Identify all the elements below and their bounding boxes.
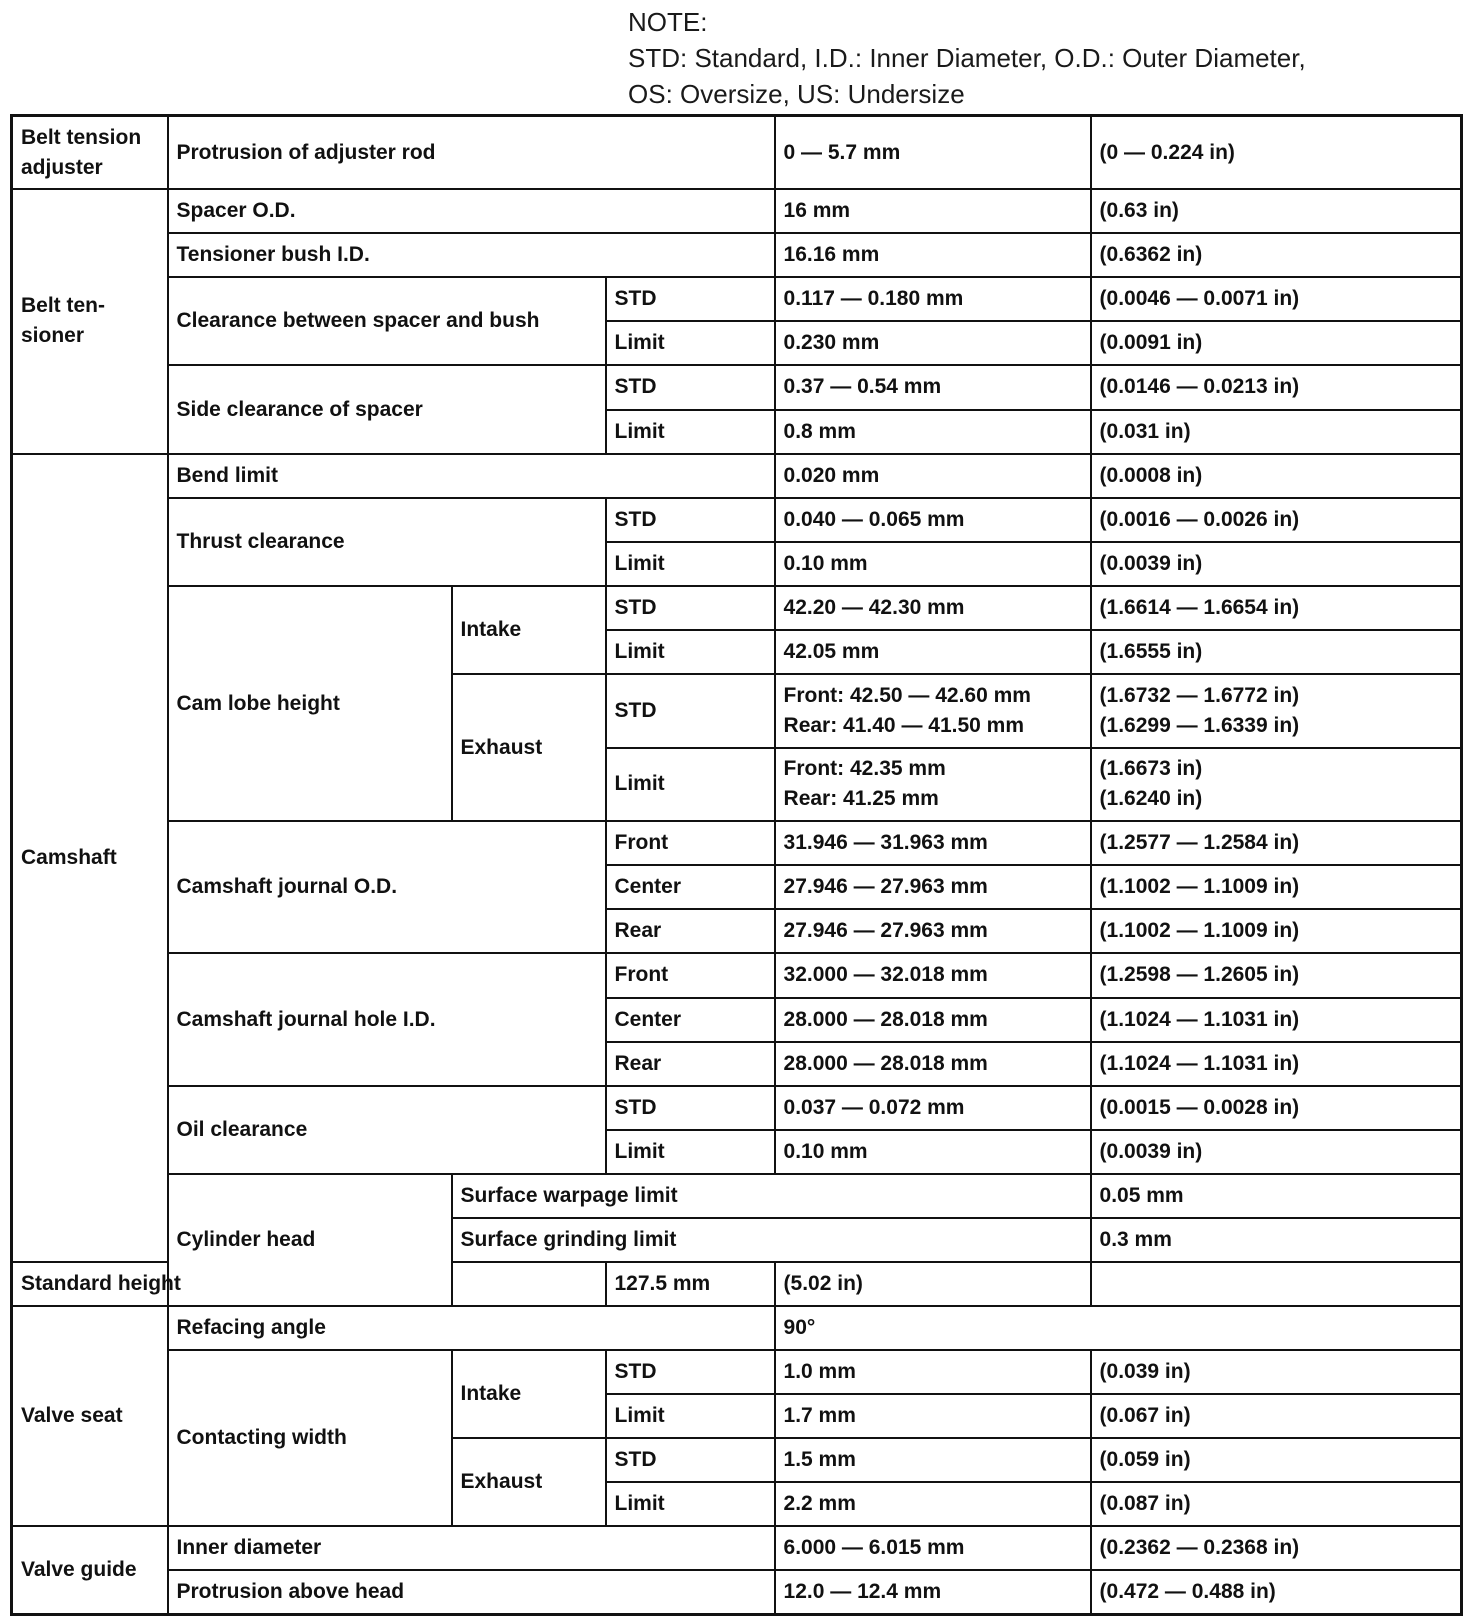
condition-label: Center xyxy=(606,998,775,1042)
table-row xyxy=(12,116,1462,190)
condition-label: STD xyxy=(606,1086,775,1130)
item-label: Inner diameter xyxy=(168,1526,775,1570)
condition-label: STD xyxy=(606,674,775,748)
table-row xyxy=(12,1174,1462,1218)
value-mm: 0.020 mm xyxy=(775,454,1091,498)
value-mm xyxy=(775,748,1091,822)
value-mm: 42.05 mm xyxy=(775,630,1091,674)
value-mm: 12.0 — 12.4 mm xyxy=(775,1570,1091,1614)
condition-label: Limit xyxy=(606,410,775,454)
value-mm: 32.000 — 32.018 mm xyxy=(775,953,1091,997)
sub-item-label: Intake xyxy=(452,586,606,674)
value-mm: 127.5 mm xyxy=(606,1262,775,1306)
value-mm-rear: Rear: 41.40 — 41.50 mm xyxy=(783,713,1025,737)
condition-label: STD xyxy=(606,277,775,321)
value-in: (0.0091 in) xyxy=(1091,321,1462,365)
category-camshaft: Camshaft xyxy=(12,454,168,1262)
table-row xyxy=(12,821,1462,865)
table-row xyxy=(12,365,1462,409)
table-row xyxy=(12,1262,1462,1306)
value-in: (0.087 in) xyxy=(1091,1482,1462,1526)
value-mm-front: Front: 42.35 mm xyxy=(783,757,946,781)
value-mm: 0.10 mm xyxy=(775,1130,1091,1174)
condition-label: Limit xyxy=(606,630,775,674)
condition-label: Limit xyxy=(606,1394,775,1438)
table-row xyxy=(12,189,1462,233)
condition-label: Limit xyxy=(606,1482,775,1526)
value-mm: 16 mm xyxy=(775,189,1091,233)
table-row xyxy=(12,586,1462,630)
sub-item-label: Exhaust xyxy=(452,1438,606,1526)
value-in: (1.1024 — 1.1031 in) xyxy=(1091,1042,1462,1086)
item-label: Oil clearance xyxy=(168,1086,606,1174)
value-in: (0.0015 — 0.0028 in) xyxy=(1091,1086,1462,1130)
condition-label: Limit xyxy=(606,542,775,586)
value-mm: 2.2 mm xyxy=(775,1482,1091,1526)
item-label: Tensioner bush I.D. xyxy=(168,233,775,277)
value-mm: 27.946 — 27.963 mm xyxy=(775,909,1091,953)
condition-label: Limit xyxy=(606,1130,775,1174)
value-in: (1.6555 in) xyxy=(1091,630,1462,674)
condition-label: STD xyxy=(606,586,775,630)
category-belt-tension-adjuster: Belt tension adjuster xyxy=(12,116,168,190)
value-in: (0.0046 — 0.0071 in) xyxy=(1091,277,1462,321)
item-label: Contacting width xyxy=(168,1350,452,1526)
table-row xyxy=(12,498,1462,542)
value-in: (0.472 — 0.488 in) xyxy=(1091,1570,1462,1614)
note-block xyxy=(628,4,1306,112)
sub-item-label: Intake xyxy=(452,1350,606,1438)
table-row xyxy=(12,1350,1462,1394)
value-mm xyxy=(775,674,1091,748)
condition-label: Limit xyxy=(606,748,775,822)
value-mm: 0.37 — 0.54 mm xyxy=(775,365,1091,409)
condition-label: STD xyxy=(606,498,775,542)
value-in xyxy=(1091,748,1462,822)
value-in: (0.63 in) xyxy=(1091,189,1462,233)
value-in: (0 — 0.224 in) xyxy=(1091,116,1462,190)
value-mm-rear: Rear: 41.25 mm xyxy=(783,787,939,811)
value-mm: 0.8 mm xyxy=(775,410,1091,454)
value-mm: 28.000 — 28.018 mm xyxy=(775,998,1091,1042)
item-label: Surface grinding limit xyxy=(452,1218,1091,1262)
value-in: (5.02 in) xyxy=(775,1262,1091,1306)
spec-table xyxy=(10,114,1463,1616)
value-in: (0.6362 in) xyxy=(1091,233,1462,277)
category-cylinder-head: Cylinder head xyxy=(168,1174,452,1306)
condition-label: STD xyxy=(606,1438,775,1482)
value-in: (0.031 in) xyxy=(1091,410,1462,454)
value-in: (0.0039 in) xyxy=(1091,542,1462,586)
item-label: Refacing angle xyxy=(168,1306,775,1350)
value-in: (0.039 in) xyxy=(1091,1350,1462,1394)
value-mm: 0.037 — 0.072 mm xyxy=(775,1086,1091,1130)
value-in: (1.1002 — 1.1009 in) xyxy=(1091,909,1462,953)
table-row xyxy=(12,1526,1462,1570)
category-valve-seat: Valve seat xyxy=(12,1306,168,1526)
item-label: Standard height xyxy=(12,1262,606,1306)
note-line-1: STD: Standard, I.D.: Inner Diameter, O.D.: Outer Diameter, xyxy=(628,43,1306,73)
item-label: Cam lobe height xyxy=(168,586,452,822)
condition-label: Rear xyxy=(606,909,775,953)
table-row xyxy=(12,953,1462,997)
value-in: (0.0039 in) xyxy=(1091,1130,1462,1174)
value-in: (1.6614 — 1.6654 in) xyxy=(1091,586,1462,630)
value-in: (1.1024 — 1.1031 in) xyxy=(1091,998,1462,1042)
category-belt-tensioner: Belt ten-sioner xyxy=(12,189,168,453)
item-label: Surface warpage limit xyxy=(452,1174,1091,1218)
value-angle: 90° xyxy=(775,1306,1462,1350)
item-label: Bend limit xyxy=(168,454,775,498)
condition-label: Front xyxy=(606,821,775,865)
value-mm: 16.16 mm xyxy=(775,233,1091,277)
value-mm: 0.3 mm xyxy=(1091,1218,1462,1262)
table-row xyxy=(12,1570,1462,1614)
condition-label: STD xyxy=(606,1350,775,1394)
value-in: (0.2362 — 0.2368 in) xyxy=(1091,1526,1462,1570)
condition-label: Center xyxy=(606,865,775,909)
condition-label: Rear xyxy=(606,1042,775,1086)
category-valve-guide: Valve guide xyxy=(12,1526,168,1614)
value-mm: 27.946 — 27.963 mm xyxy=(775,865,1091,909)
value-mm-front: Front: 42.50 — 42.60 mm xyxy=(783,683,1031,707)
value-in: (1.1002 — 1.1009 in) xyxy=(1091,865,1462,909)
item-label: Spacer O.D. xyxy=(168,189,775,233)
table-row xyxy=(12,1306,1462,1350)
item-label: Protrusion above head xyxy=(168,1570,775,1614)
value-in-front: (1.6732 — 1.6772 in) xyxy=(1099,683,1300,707)
value-mm: 0.040 — 0.065 mm xyxy=(775,498,1091,542)
value-mm: 0.05 mm xyxy=(1091,1174,1462,1218)
value-in-rear: (1.6299 — 1.6339 in) xyxy=(1099,713,1300,737)
value-mm: 6.000 — 6.015 mm xyxy=(775,1526,1091,1570)
value-mm: 42.20 — 42.30 mm xyxy=(775,586,1091,630)
item-label: Camshaft journal O.D. xyxy=(168,821,606,953)
sub-item-label: Exhaust xyxy=(452,674,606,822)
value-in xyxy=(1091,674,1462,748)
condition-label: Front xyxy=(606,953,775,997)
item-label: Clearance between spacer and bush xyxy=(168,277,606,365)
value-mm: 1.5 mm xyxy=(775,1438,1091,1482)
item-label: Protrusion of adjuster rod xyxy=(168,116,775,190)
value-mm: 1.7 mm xyxy=(775,1394,1091,1438)
table-row xyxy=(12,1086,1462,1130)
value-in-rear: (1.6240 in) xyxy=(1099,787,1203,811)
value-mm: 1.0 mm xyxy=(775,1350,1091,1394)
note-line-2: OS: Oversize, US: Undersize xyxy=(628,79,965,109)
table-row xyxy=(12,233,1462,277)
value-in: (1.2577 — 1.2584 in) xyxy=(1091,821,1462,865)
item-label: Side clearance of spacer xyxy=(168,365,606,453)
condition-label: STD xyxy=(606,365,775,409)
item-label: Thrust clearance xyxy=(168,498,606,586)
value-in: (0.0008 in) xyxy=(1091,454,1462,498)
condition-label: Limit xyxy=(606,321,775,365)
value-mm: 28.000 — 28.018 mm xyxy=(775,1042,1091,1086)
value-mm: 0.10 mm xyxy=(775,542,1091,586)
value-in-front: (1.6673 in) xyxy=(1099,757,1203,781)
value-mm: 0.117 — 0.180 mm xyxy=(775,277,1091,321)
value-mm: 0 — 5.7 mm xyxy=(775,116,1091,190)
value-in: (0.059 in) xyxy=(1091,1438,1462,1482)
value-in: (1.2598 — 1.2605 in) xyxy=(1091,953,1462,997)
table-row xyxy=(12,277,1462,321)
value-in: (0.0146 — 0.0213 in) xyxy=(1091,365,1462,409)
note-title: NOTE: xyxy=(628,7,708,37)
value-in: (0.067 in) xyxy=(1091,1394,1462,1438)
value-mm: 31.946 — 31.963 mm xyxy=(775,821,1091,865)
value-in: (0.0016 — 0.0026 in) xyxy=(1091,498,1462,542)
value-mm: 0.230 mm xyxy=(775,321,1091,365)
item-label: Camshaft journal hole I.D. xyxy=(168,953,606,1085)
table-row xyxy=(12,454,1462,498)
